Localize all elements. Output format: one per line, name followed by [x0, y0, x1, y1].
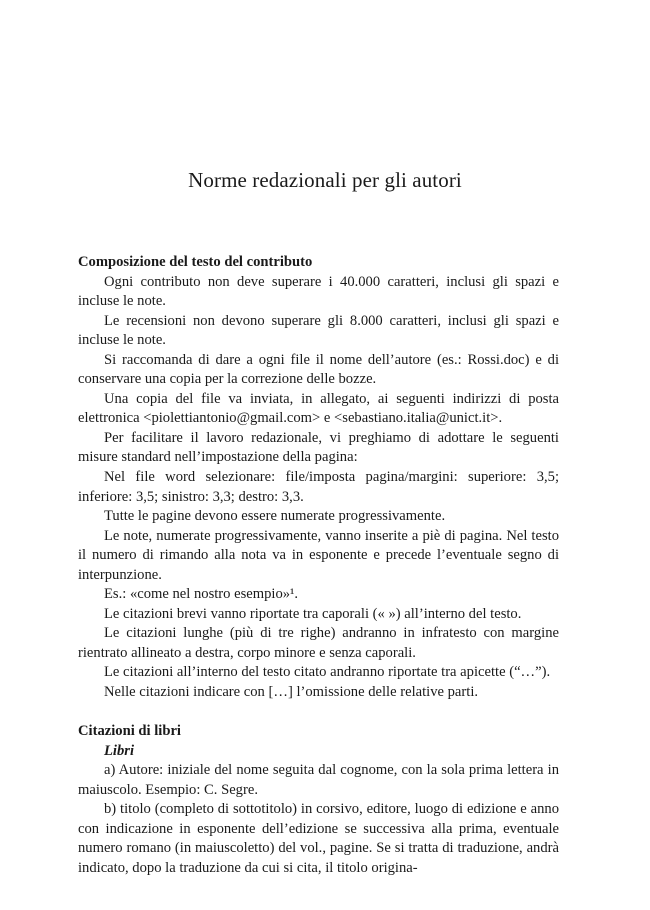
paragraph: Una copia del file va inviata, in allegato, ai seguenti indirizzi di posta elettronica <piolettiantonio@gmail.com> e <sebastiano.italia@unict.it>. [78, 390, 559, 427]
paragraph: Ogni contributo non deve superare i 40.000 caratteri, inclusi gli spazi e incluse le note. [78, 273, 559, 310]
paragraph: Le citazioni all’interno del testo citato andranno riportate tra apicette (“…”). [104, 664, 551, 681]
paragraph: Le note, numerate progressivamente, vanno inserite a piè di pagina. Nel testo il numero di rimando alla nota va in esponente e precede l’eventuale segno di interpunzione. [78, 527, 559, 583]
paragraph: Es.: «come nel nostro esempio»¹. [104, 586, 299, 603]
paragraph: a) Autore: iniziale del nome seguita dal cognome, con la sola prima lettera in maiuscolo. Esempio: C. Segre. [78, 762, 559, 798]
paragraph: Nelle citazioni indicare con […] l’omissione delle relative parti. [104, 684, 479, 701]
paragraph: Si raccomanda di dare a ogni file il nome dell’autore (es.: Rossi.doc) e di conservare una copia per la correzione delle bozze. [78, 351, 559, 388]
paragraph: Le citazioni brevi vanno riportate tra caporali (« ») all’interno del testo. [104, 605, 522, 622]
paragraph: Le recensioni non devono superare gli 8.000 caratteri, inclusi gli spazi e incluse le note. [78, 312, 559, 349]
paragraph: Nel file word selezionare: file/imposta pagina/margini: superiore: 3,5; inferiore: 3,5; sinistro: 3,3; destro: 3,3. [78, 469, 559, 505]
paragraph: Tutte le pagine devono essere numerate progressivamente. [104, 508, 446, 525]
document-body [78, 253, 559, 879]
paragraph: Le citazioni lunghe (più di tre righe) andranno in infratesto con margine rientrato allineato a destra, corpo minore e senza caporali. [78, 625, 559, 661]
paragraph: Per facilitare il lavoro redazionale, vi preghiamo di adottare le seguenti misure standard nell’impostazione della pagina: [78, 429, 559, 466]
section-spacer [78, 703, 559, 723]
section-heading-composizione: Composizione del testo del contributo [78, 254, 313, 270]
paragraph: b) titolo (completo di sottotitolo) in corsivo, editore, luogo di edizione e anno con indicazione in esponente dell’edizione se successiva alla prima, eventuale numero romano (in maiuscoletto) del vol., pagine. Se si tratta di traduzione, andrà indicato, dopo la traduzione da cui si cita, il titolo origina- [78, 801, 559, 876]
subsection-heading-libri: Libri [104, 742, 134, 759]
page-title: Norme redazionali per gli autori [188, 168, 462, 192]
section-heading-citazioni: Citazioni di libri [78, 723, 181, 740]
